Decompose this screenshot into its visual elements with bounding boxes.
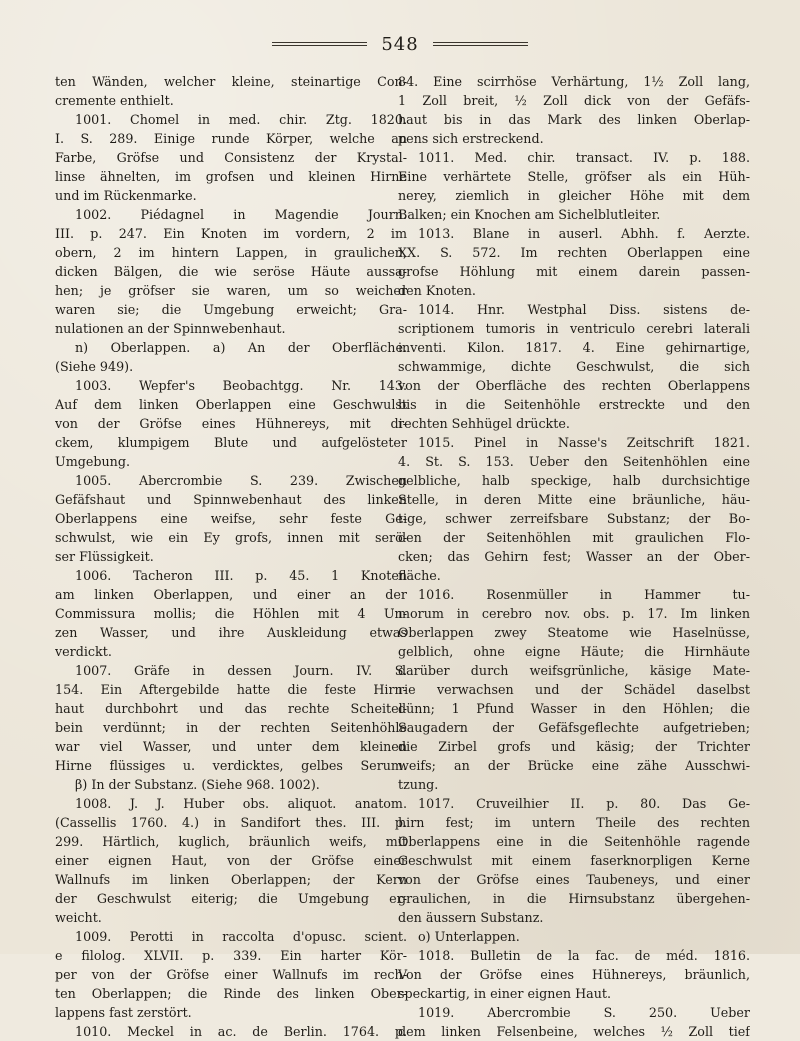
text-line: β) In der Substanz. (Siehe 968. 1002). bbox=[75, 777, 320, 792]
text-line: Oberlappens eine in die Seitenhöhle ragende bbox=[398, 834, 750, 849]
text-line: 1003. Wepfer's Beobachtgg. Nr. 143. bbox=[75, 378, 407, 393]
text-line: 1017. Cruveilhier II. p. 80. Das Ge- bbox=[418, 796, 750, 811]
text-line: 1011. Med. chir. transact. IV. p. 188. bbox=[418, 150, 750, 165]
text-line: (Siehe 949). bbox=[55, 359, 134, 374]
text-line: Umgebung. bbox=[55, 454, 130, 469]
text-line: den Knoten. bbox=[398, 283, 476, 298]
text-line: Oberlappens eine weifse, sehr feste Ge- bbox=[55, 511, 407, 526]
text-line: Commissura mollis; die Höhlen mit 4 Un- bbox=[55, 606, 407, 621]
text-line: dicken Bälgen, die wie seröse Häute aussa- bbox=[55, 264, 407, 279]
text-line: einer eignen Haut, von der Gröfse einer bbox=[55, 853, 407, 868]
text-line: 1016. Rosenmüller in Hammer tu- bbox=[418, 587, 750, 602]
text-line: haut bis in das Mark des linken Oberlap- bbox=[398, 112, 750, 127]
left-column bbox=[55, 72, 407, 1041]
page-number: 548 bbox=[381, 33, 419, 55]
text-line: Geschwulst mit einem faserknorpligen Kerne bbox=[398, 853, 750, 868]
text-line: den der Seitenhöhlen mit graulichen Flo- bbox=[398, 530, 750, 545]
text-line: XX. S. 572. Im rechten Oberlappen eine bbox=[398, 245, 750, 260]
text-line: e filolog. XLVII. p. 339. Ein harter Kör- bbox=[55, 948, 407, 963]
text-line: dem linken Felsenbeine, welches ½ Zoll tief bbox=[398, 1024, 750, 1039]
text-line: den äussern Substanz. bbox=[398, 910, 544, 925]
text-line: 1007. Gräfe in dessen Journ. IV. S. bbox=[75, 663, 407, 678]
text-line: Wallnufs im linken Oberlappen; der Kern bbox=[55, 872, 407, 887]
text-line: hirn fest; im untern Theile des rechten bbox=[398, 815, 750, 830]
text-line: Saugadern der Gefäfsgeflechte aufgetrieben; bbox=[398, 720, 750, 735]
text-line: Hirne flüssiges u. verdicktes, gelbes Serum. bbox=[55, 758, 407, 773]
text-line: schwulst, wie ein Ey grofs, innen mit serö- bbox=[55, 530, 407, 545]
text-line: cken; das Gehirn fest; Wasser an der Ober- bbox=[398, 549, 750, 564]
text-line: inventi. Kilon. 1817. 4. Eine gehirnartige, bbox=[398, 340, 750, 355]
text-line: darüber durch weifsgrünliche, käsige Mate- bbox=[398, 663, 750, 678]
text-line: I. S. 289. Einige runde Körper, welche an bbox=[55, 131, 407, 146]
text-line: per von der Gröfse einer Wallnufs im rech- bbox=[55, 967, 407, 982]
text-line: 1008. J. J. Huber obs. aliquot. anatom. bbox=[75, 796, 407, 811]
text-line: nerey, ziemlich in gleicher Höhe mit dem bbox=[398, 188, 750, 203]
text-line: Stelle, in deren Mitte eine bräunliche, häu- bbox=[398, 492, 750, 507]
text-line: bis in die Seitenhöhle erstreckte und den bbox=[398, 397, 750, 412]
text-line: 1019. Abercrombie S. 250. Ueber bbox=[418, 1005, 750, 1020]
text-line: weifs; an der Brücke eine zähe Ausschwi- bbox=[398, 758, 750, 773]
text-line: rechten Sehhügel drückte. bbox=[398, 416, 570, 431]
text-line: ckem, klumpigem Blute und aufgelösteter bbox=[55, 435, 407, 450]
text-line: nulationen an der Spinnwebenhaut. bbox=[55, 321, 286, 336]
text-line: o) Unterlappen. bbox=[418, 929, 520, 944]
text-line: 1013. Blane in auserl. Abhh. f. Aerzte. bbox=[418, 226, 750, 241]
text-line: war viel Wasser, und unter dem kleinen bbox=[55, 739, 407, 754]
text-line: bein verdünnt; in der rechten Seitenhöhle bbox=[55, 720, 407, 735]
text-line: Von der Gröfse eines Hühnereys, bräunlich, bbox=[398, 967, 750, 982]
text-line: 4. St. S. 153. Ueber den Seitenhöhlen eine bbox=[398, 454, 750, 469]
text-line: schwammige, dichte Geschwulst, die sich bbox=[398, 359, 750, 374]
text-line: die Zirbel grofs und käsig; der Trichter bbox=[398, 739, 750, 754]
text-line: 84. Eine scirrhöse Verhärtung, 1½ Zoll lang, bbox=[398, 74, 750, 89]
text-line: 1010. Meckel in ac. de Berlin. 1764. p. bbox=[75, 1024, 407, 1039]
text-line: zen Wasser, und ihre Auskleidung etwas bbox=[55, 625, 407, 640]
text-line: der Geschwulst eiterig; die Umgebung er- bbox=[55, 891, 407, 906]
text-line: von der Gröfse eines Hühnereys, mit di- bbox=[55, 416, 407, 431]
header-rule-right bbox=[433, 42, 528, 46]
text-line: speckartig, in einer eignen Haut. bbox=[398, 986, 612, 1001]
right-column bbox=[398, 72, 750, 1041]
text-line: 1002. Piédagnel in Magendie Journ. bbox=[75, 207, 407, 222]
text-line: tzung. bbox=[398, 777, 439, 792]
text-line: rie verwachsen und der Schädel daselbst bbox=[398, 682, 750, 697]
text-line: weicht. bbox=[55, 910, 102, 925]
text-line: Balken; ein Knochen am Sichelblutleiter. bbox=[398, 207, 661, 222]
text-line: ser Flüssigkeit. bbox=[55, 549, 154, 564]
text-line: Farbe, Gröfse und Consistenz der Krystal- bbox=[55, 150, 407, 165]
text-line: III. p. 247. Ein Knoten im vordern, 2 im bbox=[55, 226, 407, 241]
text-line: obern, 2 im hintern Lappen, in graulichen, bbox=[55, 245, 407, 260]
text-line: am linken Oberlappen, und einer an der bbox=[55, 587, 407, 602]
text-line: von der Gröfse eines Taubeneys, und einer bbox=[398, 872, 750, 887]
header-rule-left bbox=[272, 42, 367, 46]
text-line: Oberlappen zwey Steatome wie Haselnüsse, bbox=[398, 625, 750, 640]
text-line: linse ähnelten, im grofsen und kleinen Hirne bbox=[55, 169, 407, 184]
text-line: ten Wänden, welcher kleine, steinartige Con- bbox=[55, 74, 407, 89]
page-header bbox=[0, 32, 800, 56]
text-line: tige, schwer zerreifsbare Substanz; der Bo- bbox=[398, 511, 750, 526]
text-line: graulichen, in die Hirnsubstanz übergehen- bbox=[398, 891, 750, 906]
text-line: n) Oberlappen. a) An der Oberfläche. bbox=[75, 340, 407, 355]
text-line: gelblich, ohne eigne Häute; die Hirnhäute bbox=[398, 644, 750, 659]
text-line: Eine verhärtete Stelle, gröfser als ein Hüh- bbox=[398, 169, 750, 184]
text-line: verdickt. bbox=[55, 644, 112, 659]
text-line: 1001. Chomel in med. chir. Ztg. 1820. bbox=[75, 112, 407, 127]
text-line: 1009. Perotti in raccolta d'opusc. scient. bbox=[75, 929, 407, 944]
text-line: 1 Zoll breit, ½ Zoll dick von der Gefäfs- bbox=[398, 93, 750, 108]
text-line: grofse Höhlung mit einem darein passen- bbox=[398, 264, 750, 279]
text-line: pens sich erstreckend. bbox=[398, 131, 544, 146]
text-line: 1015. Pinel in Nasse's Zeitschrift 1821. bbox=[418, 435, 750, 450]
text-line: morum in cerebro nov. obs. p. 17. Im linken bbox=[398, 606, 750, 621]
text-line: und im Rückenmarke. bbox=[55, 188, 197, 203]
text-line: Auf dem linken Oberlappen eine Geschwulst bbox=[55, 397, 407, 412]
text-line: gelbliche, halb speckige, halb durchsichtige bbox=[398, 473, 750, 488]
text-line: von der Oberfläche des rechten Oberlappens bbox=[398, 378, 750, 393]
text-line: Gefäfshaut und Spinnwebenhaut des linken bbox=[55, 492, 407, 507]
text-line: 1005. Abercrombie S. 239. Zwischen bbox=[75, 473, 407, 488]
text-line: 154. Ein Aftergebilde hatte die feste Hirn- bbox=[55, 682, 407, 697]
text-line: hen; je gröfser sie waren, um so weicher bbox=[55, 283, 407, 298]
text-line: (Cassellis 1760. 4.) in Sandifort thes. III. p. bbox=[55, 815, 407, 830]
text-line: 1006. Tacheron III. p. 45. 1 Knoten bbox=[75, 568, 407, 583]
text-line: 1018. Bulletin de la fac. de méd. 1816. bbox=[418, 948, 750, 963]
text-line: haut durchbohrt und das rechte Scheitel- bbox=[55, 701, 407, 716]
text-line: fläche. bbox=[398, 568, 441, 583]
text-line: dünn; 1 Pfund Wasser in den Höhlen; die bbox=[398, 701, 750, 716]
text-line: waren sie; die Umgebung erweicht; Gra- bbox=[55, 302, 407, 317]
text-line: 1014. Hnr. Westphal Diss. sistens de- bbox=[418, 302, 750, 317]
text-line: lappens fast zerstört. bbox=[55, 1005, 192, 1020]
text-line: cremente enthielt. bbox=[55, 93, 174, 108]
text-line: 299. Härtlich, kuglich, bräunlich weifs, mit bbox=[55, 834, 407, 849]
text-line: scriptionem tumoris in ventriculo cerebri laterali bbox=[398, 321, 750, 336]
text-line: ten Oberlappen; die Rinde des linken Ober- bbox=[55, 986, 407, 1001]
